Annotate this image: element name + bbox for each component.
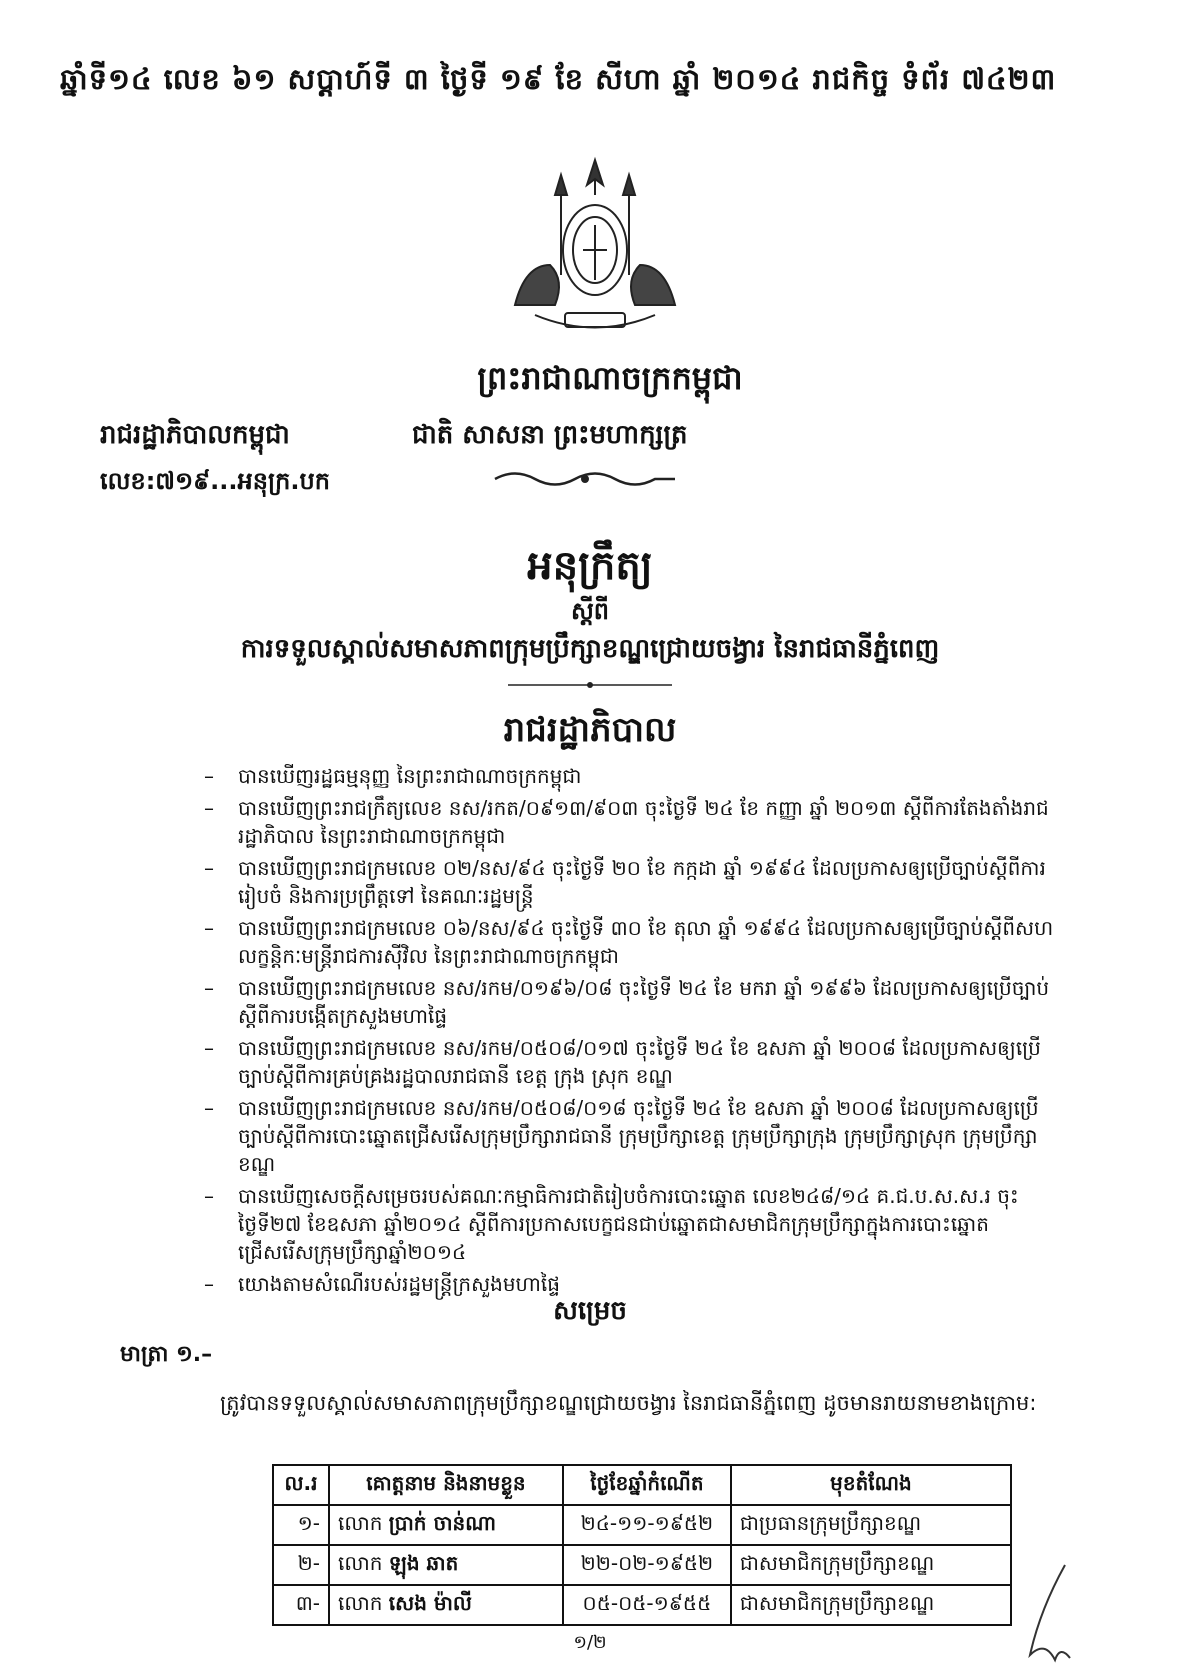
visa-text: យោងតាមសំណើរបស់រដ្ឋមន្ត្រីក្រសួងមហាផ្ទៃ xyxy=(238,1272,560,1296)
member-title: លោក xyxy=(338,1591,383,1615)
visa-item: – បានឃើញព្រះរាជក្រមលេខ ០២/នស/៩៤ ចុះថ្ងៃទី ២០ ខែ កក្កដា ឆ្នាំ ១៩៩៤ ដែលប្រកាសឲ្យប្រើច្បាប់ស្តីពីការរៀបចំ និងការប្រព្រឹត្តទៅ នៃគណៈរដ្ឋមន្ត្រី xyxy=(204,856,1046,908)
kingdom-title: ព្រះរាជាណាចក្រកម្ពុជា xyxy=(477,359,743,397)
visa-text: បានឃើញព្រះរាជក្រមលេខ នស/រកម/០៥០៨/០១៨ ចុះថ្ងៃទី ២៤ ខែ ឧសភា ឆ្នាំ ២០០៨ ដែលប្រកាសឲ្យប្រើច្បាប់ស្តីពីការបោះឆ្នោតជ្រើសរើសក្រុមប្រឹក្សារាជធានី ក្រុមប្រឹក្សាខេត្ត ក្រុមប្រឹក្សាក្រុង ក្រុមប្រឹក្សាស្រុក ក្រុមប្រឹក្សាខណ្ឌ xyxy=(238,1096,1039,1176)
visa-text: បានឃើញព្រះរាជក្រឹត្យលេខ នស/រកត/០៩១៣/៩០៣ ចុះថ្ងៃទី ២៤ ខែ កញ្ញា ឆ្នាំ ២០១៣ ស្តីពីការតែងតាំងរាជរដ្ឋាភិបាល នៃព្រះរាជាណាចក្រកម្ពុជា xyxy=(238,796,1049,848)
header-dob: ថ្ងៃខែឆ្នាំកំណើត xyxy=(563,1465,731,1505)
visa-item: – យោងតាមសំណើរបស់រដ្ឋមន្ត្រីក្រសួងមហាផ្ទៃ xyxy=(204,1272,560,1296)
visa-item: – បានឃើញព្រះរាជក្រមលេខ នស/រកម/០១៩៦/០៨ ចុះថ្ងៃទី ២៤ ខែ មករា ឆ្នាំ ១៩៩៦ ដែលប្រកាសឲ្យប្រើច្បាប់ស្តីពីការបង្កើតក្រសួងមហាផ្ទៃ xyxy=(204,976,1050,1028)
visa-text: បានឃើញព្រះរាជក្រមលេខ ០២/នស/៩៤ ចុះថ្ងៃទី ២០ ខែ កក្កដា ឆ្នាំ ១៩៩៤ ដែលប្រកាសឲ្យប្រើច្បាប់ស្តីពីការរៀបចំ និងការប្រព្រឹត្តទៅ នៃគណៈរដ្ឋមន្ត្រី xyxy=(238,856,1046,908)
header-name: គោត្តនាម និងនាមខ្លួន xyxy=(329,1465,563,1505)
visa-item: – បានឃើញព្រះរាជក្រមលេខ ០៦/នស/៩៤ ចុះថ្ងៃទី ៣០ ខែ តុលា ឆ្នាំ ១៩៩៤ ដែលប្រកាសឲ្យប្រើច្បាប់ស្តីពីសហលក្ខន្តិកៈមន្ត្រីរាជការស៊ីវិល នៃព្រះរាជាណាចក្រកម្ពុជា xyxy=(204,916,1054,968)
document-type: អនុក្រឹត្យ xyxy=(527,543,653,589)
member-name: សេង ម៉ាលី xyxy=(388,1591,472,1615)
header-number: ល.រ xyxy=(273,1465,329,1505)
member-dob: ២៤-១១-១៩៥២ xyxy=(563,1505,731,1545)
document-subject: ការទទួលស្គាល់សមាសភាពក្រុមប្រឹក្សាខណ្ឌជ្រោយចង្វារ នៃរាជធានីភ្នំពេញ xyxy=(240,634,940,664)
member-name-cell xyxy=(329,1585,563,1625)
table-row xyxy=(273,1545,1011,1585)
divider-ornament-icon xyxy=(508,680,672,690)
table-row xyxy=(273,1505,1011,1545)
member-title: លោក xyxy=(338,1551,383,1575)
gazette-header: ឆ្នាំទី១៤ លេខ ៦១ សប្តាហ៍ទី ៣ ថ្ងៃទី ១៩ ខែ សីហា ឆ្នាំ ២០១៤ រាជកិច្ច ទំព័រ ៧៤២៣ xyxy=(60,62,1057,96)
member-dob: ២២-០២-១៩៥២ xyxy=(563,1545,731,1585)
visa-text: បានឃើញព្រះរាជក្រមលេខ នស/រកម/០១៩៦/០៨ ចុះថ្ងៃទី ២៤ ខែ មករា ឆ្នាំ ១៩៩៦ ដែលប្រកាសឲ្យប្រើច្បាប់ស្តីពីការបង្កើតក្រសួងមហាផ្ទៃ xyxy=(238,976,1050,1028)
member-name: ប្រាក់ ចាន់ណា xyxy=(388,1511,496,1535)
visa-item: – បានឃើញរដ្ឋធម្មនុញ្ញ នៃព្រះរាជាណាចក្រកម្ពុជា xyxy=(204,764,582,788)
member-name-cell xyxy=(329,1545,563,1585)
visa-text: បានឃើញរដ្ឋធម្មនុញ្ញ នៃព្រះរាជាណាចក្រកម្ពុជា xyxy=(238,764,582,788)
member-name-cell xyxy=(329,1505,563,1545)
member-title: លោក xyxy=(338,1511,383,1535)
visa-text: បានឃើញព្រះរាជក្រមលេខ ០៦/នស/៩៤ ចុះថ្ងៃទី ៣០ ខែ តុលា ឆ្នាំ ១៩៩៤ ដែលប្រកាសឲ្យប្រើច្បាប់ស្តីពីសហលក្ខន្តិកៈមន្ត្រីរាជការស៊ីវិល នៃព្រះរាជាណាចក្រកម្ពុជា xyxy=(238,916,1054,968)
table-header-row xyxy=(273,1465,1011,1505)
member-position: ជាសមាជិកក្រុមប្រឹក្សាខណ្ឌ xyxy=(731,1585,1011,1625)
visa-text: បានឃើញព្រះរាជក្រមលេខ នស/រកម/០៥០៨/០១៧ ចុះថ្ងៃទី ២៤ ខែ ឧសភា ឆ្នាំ ២០០៨ ដែលប្រកាសឲ្យប្រើច្បាប់ស្តីពីការគ្រប់គ្រងរដ្ឋបាលរាជធានី ខេត្ត ក្រុង ស្រុក ខណ្ឌ xyxy=(238,1036,1041,1088)
visa-item: – បានឃើញព្រះរាជក្រមលេខ នស/រកម/០៥០៨/០១៧ ចុះថ្ងៃទី ២៤ ខែ ឧសភា ឆ្នាំ ២០០៨ ដែលប្រកាសឲ្យប្រើច្បាប់ស្តីពីការគ្រប់គ្រងរដ្ឋបាលរាជធានី ខេត្ត ក្រុង ស្រុក ខណ្ឌ xyxy=(204,1036,1041,1088)
member-position: ជាប្រធានក្រុមប្រឹក្សាខណ្ឌ xyxy=(731,1505,1011,1545)
row-number: ១- xyxy=(273,1505,329,1545)
header-position: មុខតំណែង xyxy=(731,1465,1011,1505)
decision-heading: សម្រេច xyxy=(553,1296,627,1326)
document-number: លេខ:៧១៩...អនុក្រ.បក xyxy=(100,467,330,495)
visa-item: – បានឃើញព្រះរាជក្រឹត្យលេខ នស/រកត/០៩១៣/៩០៣ ចុះថ្ងៃទី ២៤ ខែ កញ្ញា ឆ្នាំ ២០១៣ ស្តីពីការតែងតាំងរាជរដ្ឋាភិបាល នៃព្រះរាជាណាចក្រកម្ពុជា xyxy=(204,796,1049,848)
ornament-icon xyxy=(490,466,680,492)
table-row xyxy=(273,1585,1011,1625)
visa-item: – បានឃើញសេចក្តីសម្រេចរបស់គណៈកម្មាធិការជាតិរៀបចំការបោះឆ្នោត លេខ២៤៨/១៤ គ.ជ.ប.ស.ស.រ ចុះថ្ងៃទី២៧ ខែឧសភា ឆ្នាំ២០១៤ ស្តីពីការប្រកាសបេក្ខជនជាប់ឆ្នោតជាសមាជិកក្រុមប្រឹក្សាក្នុងការបោះឆ្នោតជ្រើសរើសក្រុមប្រឹក្សាឆ្នាំ២០១៤ xyxy=(204,1184,1019,1264)
visa-item: – បានឃើញព្រះរាជក្រមលេខ នស/រកម/០៥០៨/០១៨ ចុះថ្ងៃទី ២៤ ខែ ឧសភា ឆ្នាំ ២០០៨ ដែលប្រកាសឲ្យប្រើច្បាប់ស្តីពីការបោះឆ្នោតជ្រើសរើសក្រុមប្រឹក្សារាជធានី ក្រុមប្រឹក្សាខេត្ត ក្រុមប្រឹក្សាក្រុង ក្រុមប្រឹក្សាស្រុក ក្រុមប្រឹក្សាខណ្ឌ xyxy=(204,1096,1039,1176)
issuer-title: រាជរដ្ឋាភិបាល xyxy=(503,710,677,750)
page-number: ១/២ xyxy=(573,1632,607,1653)
member-position: ជាសមាជិកក្រុមប្រឹក្សាខណ្ឌ xyxy=(731,1545,1011,1585)
royal-coat-of-arms-icon xyxy=(495,155,695,345)
national-motto: ជាតិ សាសនា ព្រះមហាក្សត្រ xyxy=(412,420,688,450)
article-1-heading: មាត្រា ១.– xyxy=(120,1342,213,1367)
row-number: ៣- xyxy=(273,1585,329,1625)
government-name: រាជរដ្ឋាភិបាលកម្ពុជា xyxy=(100,420,290,450)
row-number: ២- xyxy=(273,1545,329,1585)
member-dob: ០៥-០៥-១៩៥៥ xyxy=(563,1585,731,1625)
article-1-text: ត្រូវបានទទួលស្គាល់សមាសភាពក្រុមប្រឹក្សាខណ្ឌជ្រោយចង្វារ នៃរាជធានីភ្នំពេញ ដូចមានរាយនាមខាងក្រោម: xyxy=(220,1391,1037,1415)
visa-list xyxy=(204,762,1060,1302)
members-table xyxy=(272,1464,1012,1626)
visa-text: បានឃើញសេចក្តីសម្រេចរបស់គណៈកម្មាធិការជាតិរៀបចំការបោះឆ្នោត លេខ២៤៨/១៤ គ.ជ.ប.ស.ស.រ ចុះថ្ងៃទី២៧ ខែឧសភា ឆ្នាំ២០១៤ ស្តីពីការប្រកាសបេក្ខជនជាប់ឆ្នោតជាសមាជិកក្រុមប្រឹក្សាក្នុងការបោះឆ្នោតជ្រើសរើសក្រុមប្រឹក្សាឆ្នាំ២០១៤ xyxy=(238,1184,1019,1264)
about-label: ស្តីពី xyxy=(570,597,610,625)
member-name: ឡុង ឆាត xyxy=(388,1551,459,1575)
